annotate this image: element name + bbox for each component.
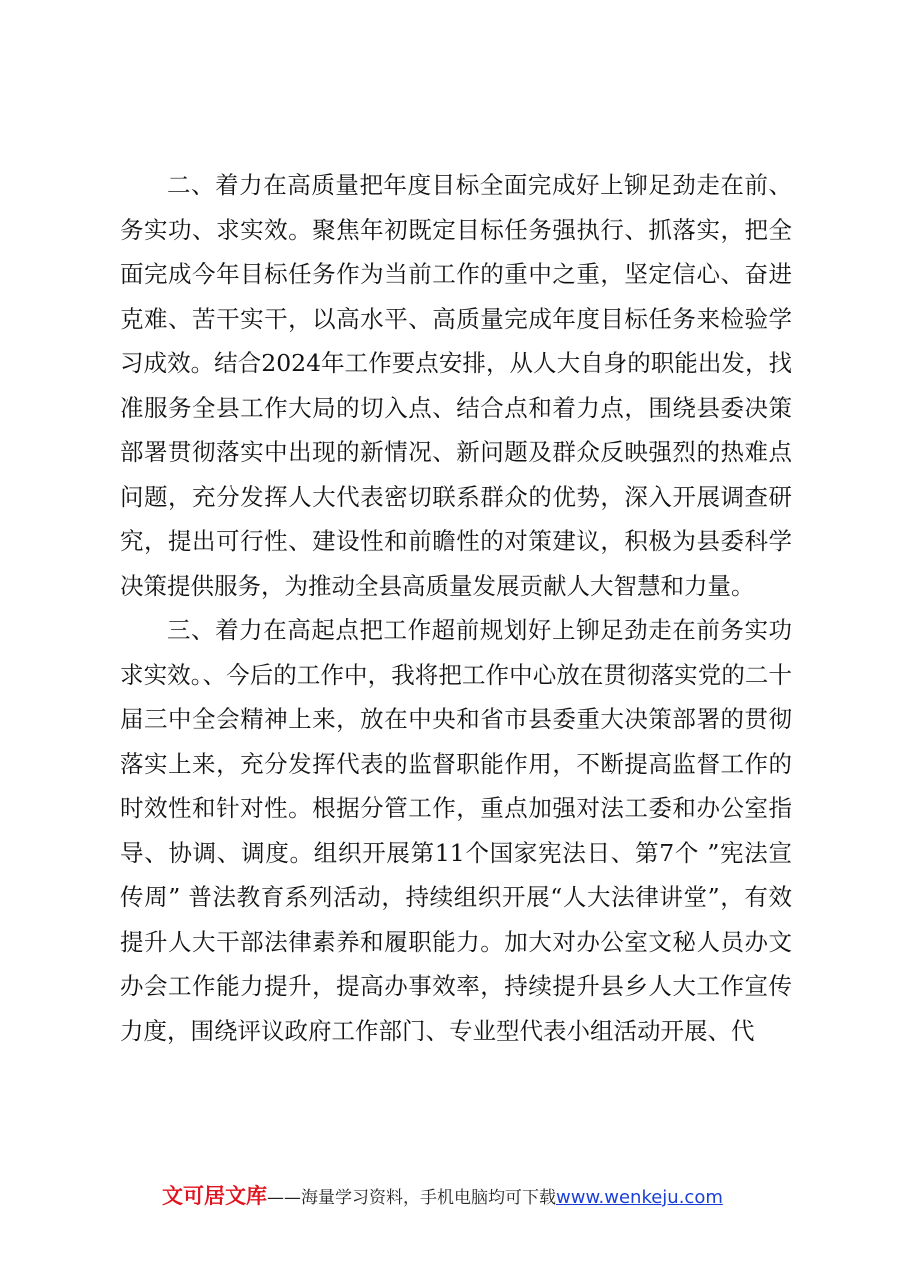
- footer-slogan: ——海量学习资料，手机电脑均可下载: [267, 1188, 556, 1208]
- footer-brand: 文可居文库: [162, 1184, 267, 1208]
- footer-website-link[interactable]: www.wenkeju.com: [556, 1187, 723, 1208]
- footer-banner: [162, 1181, 802, 1213]
- paragraph-section-three: 三、着力在高起点把工作超前规划好上铆足劲走在前务实功求实效。、今后的工作中，我将把工作中心放在贯彻落实党的二十届三中全会精神上来，放在中央和省市县委重大决策部署的贯彻落实上来，充分发挥代表的监督职能作用，不断提高监督工作的时效性和针对性。根据分管工作，重点加强对法工委和办公室指导、协调、调度。组织开展第11个国家宪法日、第7个 ”宪法宣传周” 普法教育系列活动，持续组织开展“人大法律讲堂”，有效提升人大干部法律素养和履职能力。加大对办公室文秘人员办文办会工作能力提升，提高办事效率，持续提升县乡人大工作宣传力度，围绕评议政府工作部门、专业型代表小组活动开展、代: [120, 616, 792, 1045]
- paragraph-section-two: 二、着力在高质量把年度目标全面完成好上铆足劲走在前、务实功、求实效。聚焦年初既定目标任务强执行、抓落实，把全面完成今年目标任务作为当前工作的重中之重，坚定信心、奋进克难、苦干实干，以高水平、高质量完成年度目标任务来检验学习成效。结合2024年工作要点安排，从人大自身的职能出发，找准服务全县工作大局的切入点、结合点和着力点，围绕县委决策部署贯彻落实中出现的新情况、新问题及群众反映强烈的热难点问题，充分发挥人大代表密切联系群众的优势，深入开展调查研究，提出可行性、建设性和前瞻性的对策建议，积极为县委科学决策提供服务，为推动全县高质量发展贡献人大智慧和力量。: [120, 171, 792, 600]
- document-body: [120, 163, 792, 1053]
